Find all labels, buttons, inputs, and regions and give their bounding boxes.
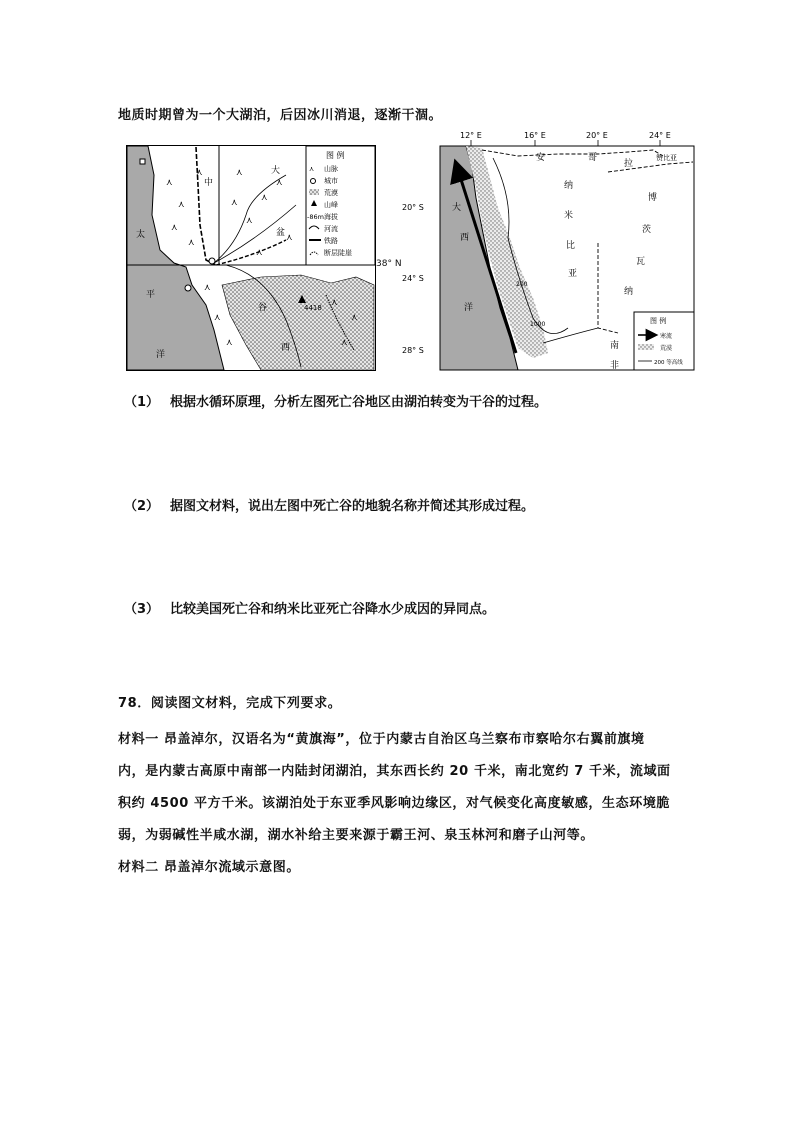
svg-text:⋏: ⋏ (331, 298, 338, 308)
svg-text:⋏: ⋏ (276, 178, 283, 188)
svg-text:⋏: ⋏ (256, 248, 263, 258)
label-zhong: 中 (204, 178, 214, 188)
label-la: 拉 (624, 159, 634, 169)
lon-label-16: 16° E (524, 131, 546, 140)
left-map (126, 145, 376, 371)
legend-fault: 断层陡崖 (324, 249, 352, 257)
label-nan: 南 (610, 341, 620, 351)
label-zambia: 赞比亚 (656, 154, 677, 162)
label-fei: 非 (610, 361, 620, 371)
label-contour-b: 200 (516, 281, 528, 288)
label-bo: 博 (648, 193, 658, 203)
question-3 (124, 598, 495, 617)
label-da-ocean: 大 (452, 203, 462, 213)
svg-text:⋏: ⋏ (226, 338, 233, 348)
svg-text:⋏: ⋏ (204, 283, 211, 293)
label-bi: 比 (566, 241, 576, 251)
label-gu: 谷 (258, 303, 268, 313)
lon-label-12: 12° E (460, 131, 482, 140)
legend-river: 河流 (324, 225, 338, 233)
left-map-lat-label: 38° N (376, 259, 402, 269)
label-na1: 纳 (564, 181, 574, 191)
left-legend-title: 图 例 (326, 151, 345, 160)
label-mi: 米 (564, 211, 574, 221)
label-pen: 盆 (276, 228, 286, 238)
legend-peak: 山峰 (324, 201, 338, 209)
svg-text:⋏: ⋏ (351, 313, 358, 323)
svg-text:⋏: ⋏ (261, 193, 268, 203)
city-marker-1 (185, 285, 191, 291)
city-marker-3 (140, 159, 145, 164)
label-ci: 茨 (642, 225, 652, 235)
label-yang-ocean: 洋 (464, 303, 474, 313)
label-an: 安 (536, 153, 546, 163)
question-3-text: 比较美国死亡谷和纳米比亚死亡谷降水少成因的异同点。 (170, 602, 496, 617)
legend-desert-icon-right (638, 344, 654, 350)
label-na2: 纳 (624, 287, 634, 297)
svg-text:⋏: ⋏ (196, 168, 203, 178)
label-contour-a: 1000 (530, 321, 546, 328)
question-1-number: （1） (124, 395, 160, 410)
right-map (402, 128, 696, 372)
label-xi: 西 (281, 343, 291, 353)
lat-label-24: 24° S (402, 274, 424, 283)
intro-text: 地质时期曾为一个大湖泊，后因冰川消退，逐渐干涸。 (118, 108, 443, 123)
lon-label-20: 20° E (586, 131, 608, 140)
label-xi-ocean: 西 (460, 233, 470, 243)
material1-line-2: 内，是内蒙古高原中南部一内陆封闭湖泊，其东西长约 20 千米，南北宽约 7 千米，流域面 (118, 764, 671, 779)
label-wa: 瓦 (636, 257, 646, 267)
label-ge: 哥 (588, 153, 598, 163)
label-ya: 亚 (568, 269, 578, 279)
label-ping: 平 (146, 290, 156, 300)
svg-text:⋏: ⋏ (341, 338, 348, 348)
svg-text:⋏: ⋏ (188, 238, 195, 248)
lat-label-28: 28° S (402, 346, 424, 355)
svg-text:⋏: ⋏ (166, 178, 173, 188)
question-2 (124, 495, 534, 514)
q78-heading: 78．阅读图文材料，完成下列要求。 (118, 696, 342, 711)
material1-line-3: 积约 4500 平方千米。该湖泊处于东亚季风影响边缘区，对气候变化高度敏感，生态环境脆 (118, 796, 671, 811)
svg-text:⋏: ⋏ (246, 216, 253, 226)
svg-text:⋏: ⋏ (214, 313, 221, 323)
right-legend-title: 图 例 (650, 317, 667, 325)
legend-desert-right: 荒漠 (660, 345, 673, 352)
material1-line-4: 弱，为弱碱性半咸水湖，湖水补给主要来源于霸王河、泉玉林河和磨子山河等。 (118, 828, 595, 843)
city-marker-2 (209, 258, 215, 264)
label-da: 大 (271, 166, 281, 176)
svg-text:⋏: ⋏ (178, 200, 185, 210)
legend-mountain: 山脉 (324, 165, 338, 173)
legend-desert: 荒漠 (324, 189, 338, 197)
question-1-text: 根据水循环原理，分析左图死亡谷地区由湖泊转变为干谷的过程。 (170, 395, 548, 410)
lat-label-20: 20° S (402, 203, 424, 212)
legend-contour: 200 等高线 (654, 360, 683, 366)
question-1 (124, 391, 547, 410)
label-peak: 4418 (304, 304, 322, 312)
material2-text: 材料二 昂盖淖尔流域示意图。 (118, 860, 300, 875)
legend-symbol-mountain: ⋏ (309, 165, 315, 173)
label-tai: 太 (136, 230, 146, 240)
material1-line-1: 材料一 昂盖淖尔，汉语名为“黄旗海”，位于内蒙古自治区乌兰察布市察哈尔右翼前旗境 (118, 732, 645, 747)
legend-railway: 铁路 (324, 237, 338, 245)
label-yang: 洋 (156, 350, 166, 360)
svg-text:⋏: ⋏ (171, 223, 178, 233)
legend-altitude-symbol: -86m (307, 213, 324, 221)
legend-altitude: 海拔 (324, 213, 338, 221)
legend-cold-current: 寒流 (660, 333, 673, 340)
question-2-number: （2） (124, 499, 160, 514)
svg-text:⋏: ⋏ (286, 233, 293, 243)
question-2-text: 据图文材料，说出左图中死亡谷的地貌名称并简述其形成过程。 (170, 499, 535, 514)
legend-city: 城市 (324, 177, 338, 185)
legend-desert-icon (309, 189, 319, 195)
lon-label-24: 24° E (649, 131, 671, 140)
svg-text:⋏: ⋏ (236, 168, 243, 178)
svg-text:⋏: ⋏ (231, 198, 238, 208)
question-3-number: （3） (124, 602, 160, 617)
